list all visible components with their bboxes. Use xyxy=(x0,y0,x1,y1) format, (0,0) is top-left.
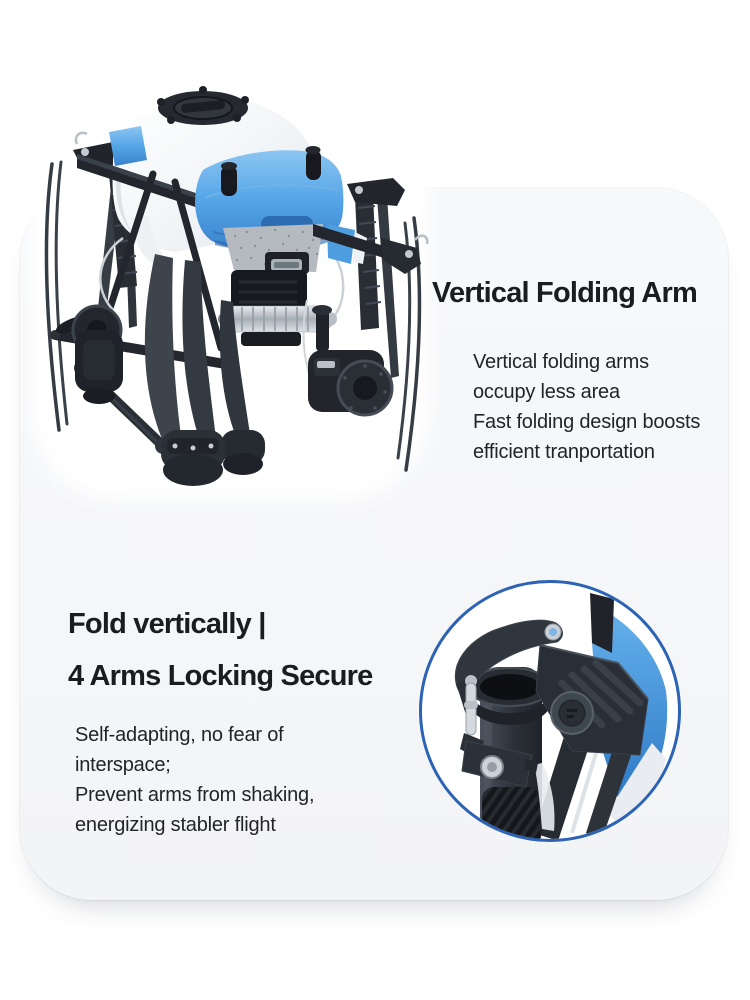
bottom-feature-block xyxy=(68,598,428,840)
bottom-feature-title-line2: 4 Arms Locking Secure xyxy=(68,660,373,692)
top-feature-block xyxy=(432,272,732,467)
bottom-feature-description xyxy=(68,720,428,840)
carbon-tube-section xyxy=(482,787,540,839)
drone-product-image xyxy=(25,78,435,508)
feature-line: occupy less area xyxy=(473,381,620,403)
feature-line: interspace; xyxy=(75,754,171,776)
left-propeller-blades xyxy=(47,162,67,430)
lock-mechanism-drawing xyxy=(422,583,678,839)
rear-right-arm xyxy=(347,178,405,378)
top-feature-description xyxy=(432,347,732,467)
top-feature-title: Vertical Folding Arm xyxy=(432,277,697,309)
arm-lock-detail-image xyxy=(419,580,681,842)
feature-line: Self-adapting, no fear of xyxy=(75,724,284,746)
bottom-feature-title-line1: Fold vertically | xyxy=(68,608,266,640)
bottom-feature-title xyxy=(68,598,428,702)
feature-line: Prevent arms from shaking, xyxy=(75,784,315,806)
feature-line: Vertical folding arms xyxy=(473,351,649,373)
right-motor-pod xyxy=(304,300,392,415)
feature-line: efficient tranportation xyxy=(473,441,655,463)
antenna-right xyxy=(306,150,321,180)
feature-line: energizing stabler flight xyxy=(75,814,276,836)
blue-side-panel xyxy=(109,126,147,166)
feature-line: Fast folding design boosts xyxy=(473,411,701,433)
antenna-left xyxy=(221,166,237,196)
